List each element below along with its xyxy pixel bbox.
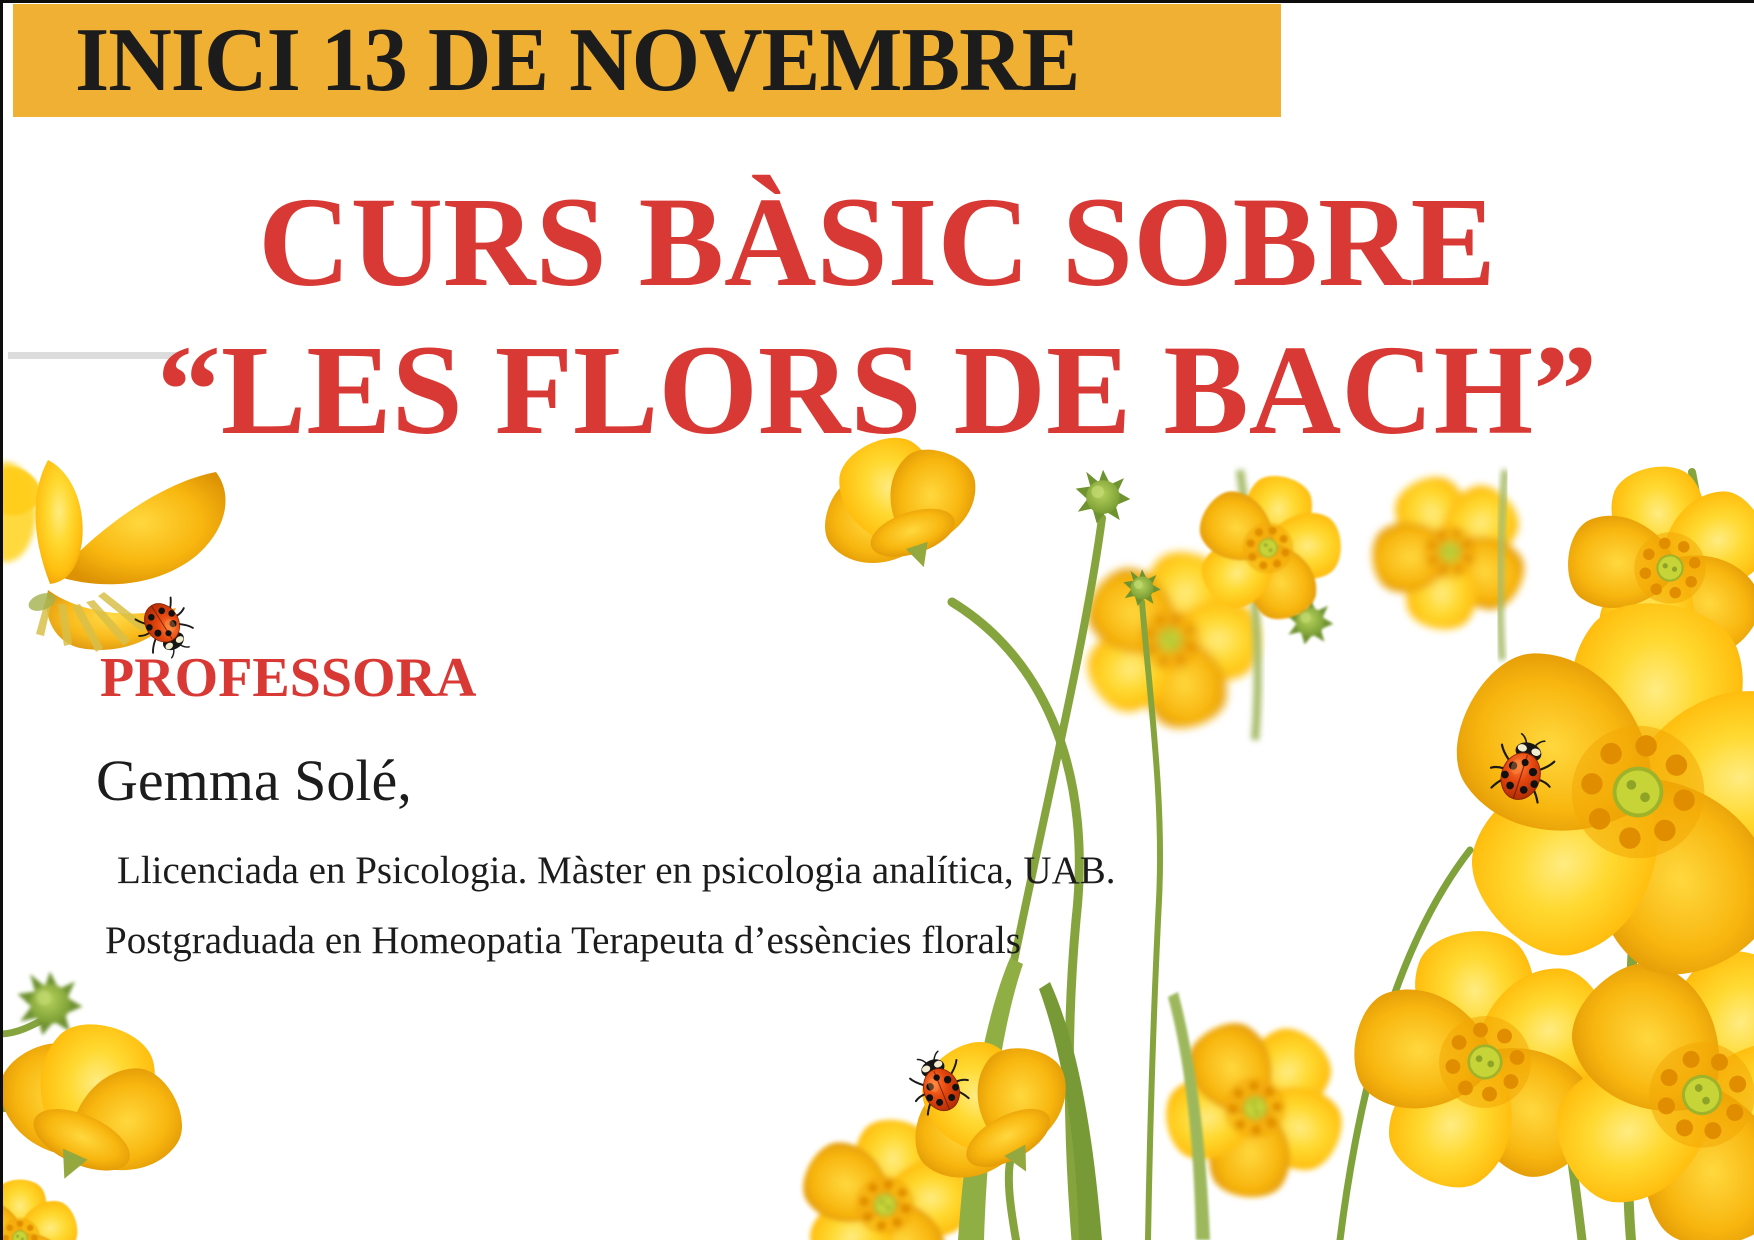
page-title-line2: “LES FLORS DE BACH”: [156, 319, 1598, 461]
page-top-edge: [0, 0, 1754, 3]
buttercup-flower-bottom-left: [0, 972, 228, 1240]
professor-name: Gemma Solé,: [96, 748, 412, 813]
credential-line: Postgraduada en Homeopatia Terapeuta d’essències florals: [105, 919, 1021, 962]
credential-line: Llicenciada en Psicologia. Màster en psicologia analítica, UAB.: [117, 849, 1116, 892]
buttercup-flower-top-left: [0, 460, 226, 666]
banner-text: INICI 13 DE NOVEMBRE: [75, 9, 1080, 111]
page-left-edge: [0, 0, 3, 1240]
banner: [13, 4, 1281, 117]
page-title-line1: CURS BÀSIC SOBRE: [258, 171, 1496, 313]
page-title: [0, 168, 1754, 464]
professor-heading: PROFESSORA: [100, 647, 477, 709]
